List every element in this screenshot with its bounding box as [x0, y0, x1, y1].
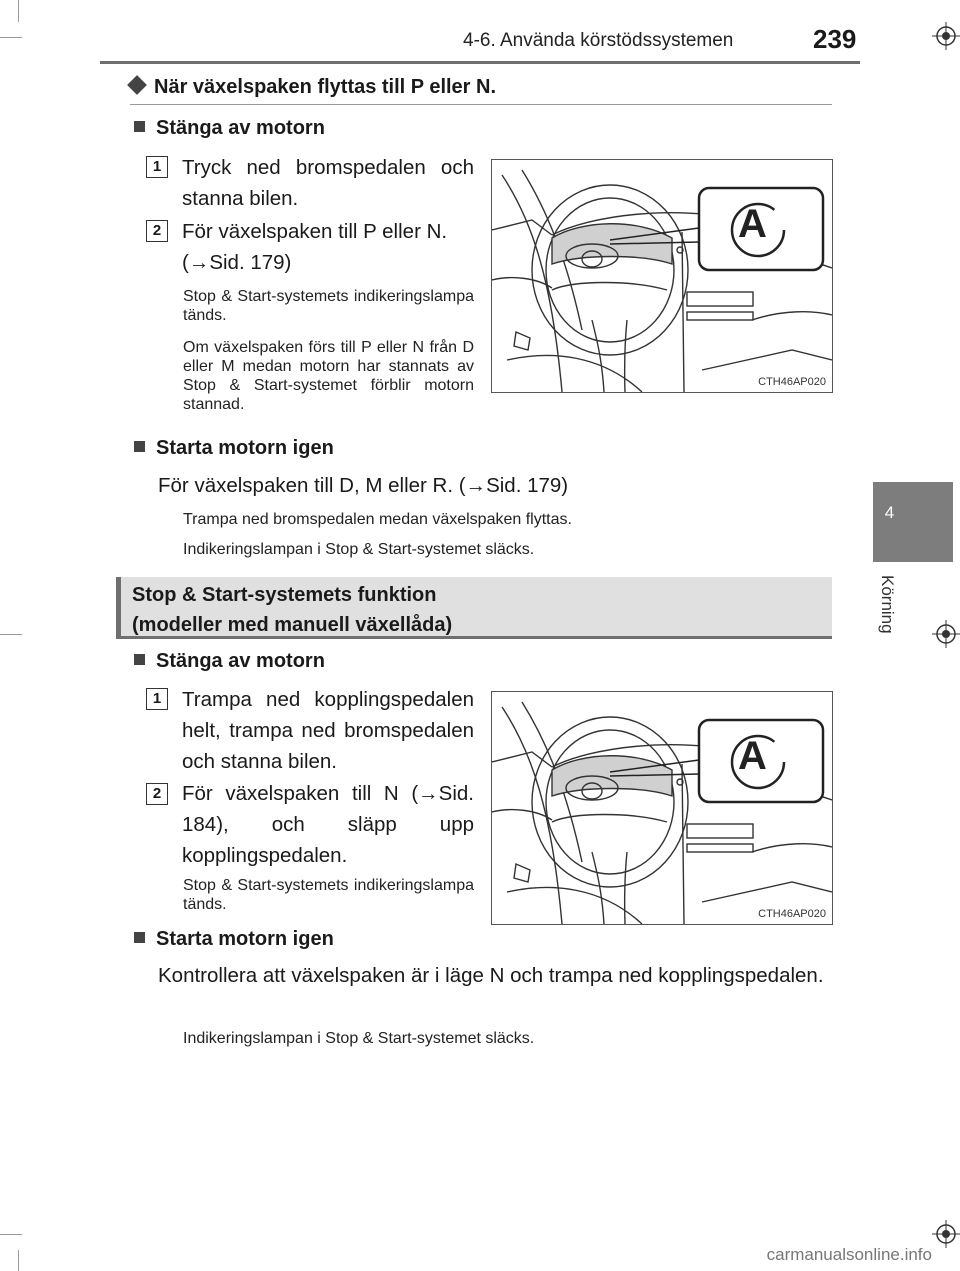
- body-text: Kontrollera att växelspaken är i läge N och trampa ned kopplingspedalen.: [158, 964, 824, 987]
- step-text: Trampa ned kopplingspedalen helt, trampa ned bromspedalen och stanna bilen.: [182, 688, 474, 773]
- chapter-tab-label: Körning: [878, 575, 897, 634]
- section-divider: [130, 104, 832, 105]
- subheading-stop-engine: Stänga av motorn: [134, 650, 325, 673]
- figure-code: CTH46AP020: [758, 908, 826, 920]
- subheading-restart-engine: Starta motorn igen: [134, 928, 334, 951]
- square-bullet-icon: [134, 441, 145, 452]
- header-divider: [100, 61, 860, 64]
- subheading-restart-engine: Starta motorn igen: [134, 437, 334, 460]
- dashboard-illustration: [491, 691, 833, 925]
- step-number: 1: [146, 156, 168, 178]
- page-number: 239: [813, 24, 857, 54]
- figure-code: CTH46AP020: [758, 376, 826, 388]
- step-text: För växelspaken till P eller N. (→Sid. 179): [182, 216, 474, 278]
- callout-label: A: [738, 202, 767, 246]
- page-reference-link[interactable]: (→Sid. 179): [182, 251, 292, 274]
- square-bullet-icon: [134, 654, 145, 665]
- note-text: Trampa ned bromspedalen medan växelspaken flyttas.: [183, 511, 572, 528]
- note-text: Stop & Start-systemets indikeringslampa tänds.: [183, 288, 474, 324]
- section-heading: Stop & Start-systemets funktion (modeller med manuell växellåda): [132, 584, 453, 636]
- note-text: Indikeringslampan i Stop & Start-systemet släcks.: [183, 541, 535, 558]
- step-number: 2: [146, 220, 168, 242]
- watermark: carmanualsonline.info: [766, 1245, 932, 1264]
- dashboard-illustration: [491, 159, 833, 393]
- callout-label: A: [738, 734, 767, 778]
- registration-mark-icon: [932, 1220, 960, 1248]
- chapter-title: 4-6. Använda körstödssystemen: [463, 30, 734, 51]
- note-text: Stop & Start-systemets indikeringslampa tänds.: [183, 877, 474, 913]
- step-number: 1: [146, 688, 168, 710]
- subheading-stop-engine: Stänga av motorn: [134, 117, 325, 140]
- registration-mark-icon: [932, 620, 960, 648]
- step-text: För växelspaken till N (→Sid. 184), och släpp upp kopplingspedalen.: [182, 782, 474, 867]
- registration-mark-icon: [932, 22, 960, 50]
- diamond-bullet-icon: [127, 75, 147, 95]
- square-bullet-icon: [134, 932, 145, 943]
- body-text: För växelspaken till D, M eller R. (→Sid. 179): [158, 474, 569, 497]
- step-number: 2: [146, 783, 168, 805]
- step-text: Tryck ned bromspedalen och stanna bilen.: [182, 156, 474, 210]
- note-text: Indikeringslampan i Stop & Start-systemet släcks.: [183, 1030, 535, 1047]
- note-text: Om växelspaken förs till P eller N från D eller M medan motorn har stannats av Stop & Start-systemet förblir motorn stannad.: [183, 339, 474, 413]
- section-title: [130, 76, 496, 99]
- chapter-tab-number: 4: [884, 503, 895, 522]
- section-title-text: När växelspaken flyttas till P eller N.: [154, 76, 497, 98]
- square-bullet-icon: [134, 121, 145, 132]
